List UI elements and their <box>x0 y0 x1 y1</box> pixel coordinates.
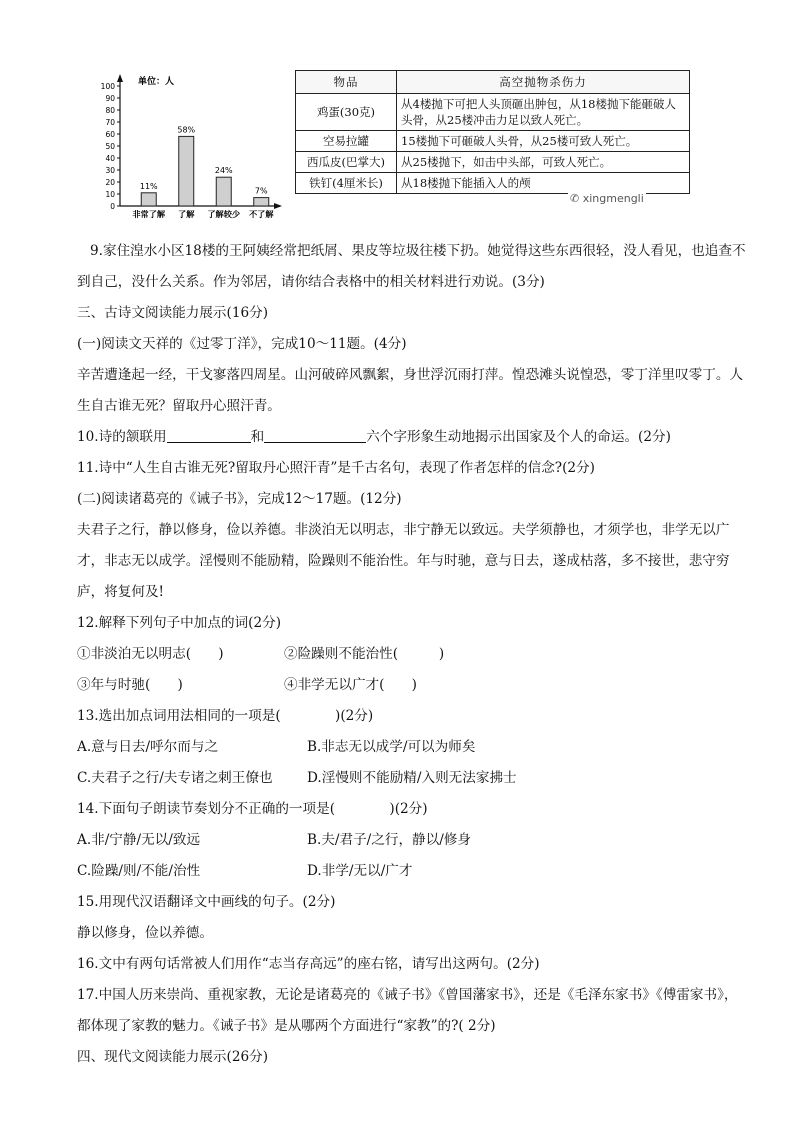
answer-blank[interactable] <box>167 428 251 443</box>
section-3-title: 三、古诗文阅读能力展示(16分) <box>77 305 269 321</box>
q12-item-2: ②险躁则不能治性( ) <box>284 646 445 662</box>
q14-option-d: D.非学/无以/广才 <box>307 863 413 879</box>
y-tick-label: 30 <box>105 166 115 175</box>
q10-part-a: 10.诗的颔联用 <box>77 429 167 445</box>
table-cell-desc: 从18楼抛下能插入人的颅 <box>397 173 690 194</box>
table-row <box>296 173 690 194</box>
y-axis-arrow-icon <box>117 74 123 82</box>
table-header-item: 物品 <box>296 71 397 94</box>
table-header-desc: 高空抛物杀伤力 <box>397 71 690 94</box>
q14-row-2 <box>77 856 749 887</box>
table-header-row <box>296 71 690 94</box>
bar <box>216 177 231 206</box>
y-tick-label: 0 <box>110 202 115 211</box>
q12-item-1: ①非淡泊无以明志( ) <box>77 646 224 662</box>
q13-option-a: A.意与日去/呼尔而与之 <box>77 739 219 755</box>
y-tick-label: 20 <box>105 178 115 187</box>
bar-value-label: 24% <box>214 166 233 176</box>
bar-value-label: 58% <box>177 125 196 135</box>
part-2-title: (二)阅读诸葛亮的《诫子书》，完成12～17题。(12分) <box>77 491 402 507</box>
bar <box>179 136 194 206</box>
table-cell-item: 铁钉(4厘米长) <box>296 173 397 194</box>
y-tick-label: 70 <box>105 118 115 127</box>
y-tick-label: 50 <box>105 142 115 151</box>
y-tick-label: 10 <box>105 190 115 199</box>
q12-item-3: ③年与时驰( ) <box>77 677 183 693</box>
q14-row-1 <box>77 825 749 856</box>
question-17: 17.中国人历来崇尚、重视家教，无论是诸葛亮的《诫子书》《曾国藩家书》，还是《毛泽东家书》《傅雷家书》，都体现了家教的魅力。《诫子书》是从哪两个方面进行“家教”的?( 2分) <box>77 987 738 1034</box>
question-16: 16.文中有两句话常被人们用作“志当存高远”的座右铭，请写出这两句。(2分) <box>77 956 540 972</box>
question-9: 9.家住湟水小区18楼的王阿姨经常把纸屑、果皮等垃圾往楼下扔。她觉得这些东西很轻，没人看见，也追查不到自己，没什么关系。作为邻居，请你结合表格中的相关材料进行劝说。(3分) <box>77 243 746 290</box>
bar-value-label: 7% <box>254 186 268 196</box>
question-11: 11.诗中“人生自古谁无死?留取丹心照汗青”是千古名句，表现了作者怎样的信念?(2分) <box>77 460 595 476</box>
table-cell-item: 西瓜皮(巴掌大) <box>296 152 397 173</box>
bar <box>141 193 156 206</box>
table-cell-desc: 从4楼抛下可把人头顶砸出肿包，从18楼抛下能砸破人头骨，从25楼冲击力足以致人死亡。 <box>397 94 690 131</box>
q14-option-b: B.夫/君子/之行，静以/修身 <box>307 832 471 848</box>
wechat-icon: ✆ <box>570 192 583 205</box>
prose-text: 夫君子之行，静以修身，俭以养德。非淡泊无以明志，非宁静无以致远。夫学须静也，才须学也，非学无以广才，非志无以成学。淫慢则不能励精，险躁则不能治性。年与时驰，意与日去，遂成枯落，多不接世，悲守穷庐，将复何及! <box>77 522 730 600</box>
question-13: 13.选出加点词用法相同的一项是( )(2分) <box>77 708 374 724</box>
table-row <box>296 131 690 152</box>
poem-text: 辛苦遭逢起一经，干戈寥落四周星。山河破碎风飘絮，身世浮沉雨打萍。惶恐滩头说惶恐，零丁洋里叹零丁。人生自古谁无死？留取丹心照汗青。 <box>77 367 744 414</box>
q13-row-1 <box>77 732 749 763</box>
part-1-title: (一)阅读文天祥的《过零丁洋》，完成10～11题。(4分) <box>77 336 407 352</box>
q13-row-2 <box>77 763 749 794</box>
q13-option-c: C.夫君子之行/夫专诸之刺王僚也 <box>77 770 273 786</box>
q13-option-d: D.淫慢则不能励精/入则无法家拂士 <box>307 770 517 786</box>
table-cell-item: 鸡蛋(30克) <box>296 94 397 131</box>
question-15: 15.用现代汉语翻译文中画线的句子。(2分) <box>77 894 336 910</box>
y-tick-label: 90 <box>105 94 115 103</box>
question-12: 12.解释下列句子中加点的词(2分) <box>77 615 281 631</box>
x-tick-label: 非常了解 <box>132 209 166 219</box>
bar <box>254 198 269 206</box>
answer-blank[interactable] <box>264 428 366 443</box>
section-4-title: 四、现代文阅读能力展示(26分) <box>77 1049 269 1065</box>
q15-sentence: 静以修身，俭以养德。 <box>77 925 213 941</box>
question-14: 14.下面句子朗读节奏划分不正确的一项是( )(2分) <box>77 801 428 817</box>
impact-table <box>295 70 690 194</box>
x-tick-label: 了解较少 <box>207 209 241 219</box>
table-cell-desc: 15楼抛下可砸破人头骨，从25楼可致人死亡。 <box>397 131 690 152</box>
table-cell-item: 空易拉罐 <box>296 131 397 152</box>
y-tick-label: 80 <box>105 106 115 115</box>
survey-bar-chart <box>90 70 285 220</box>
question-10 <box>77 422 749 453</box>
q10-part-c: 六个字形象生动地揭示出国家及个人的命运。(2分) <box>366 429 671 445</box>
unit-label: 单位：人 <box>138 77 175 87</box>
figure-area <box>90 70 690 220</box>
q12-item-4: ④非学无以广才( ) <box>284 677 417 693</box>
watermark <box>568 192 646 205</box>
y-tick-label: 40 <box>105 154 115 163</box>
x-tick-label: 了解 <box>178 209 195 219</box>
q14-option-a: A.非/宁静/无以/致远 <box>77 832 201 848</box>
y-tick-label: 100 <box>100 82 115 91</box>
q13-option-b: B.非志无以成学/可以为师矣 <box>307 739 476 755</box>
q14-option-c: C.险躁/则/不能/治性 <box>77 863 201 879</box>
table-cell-desc: 从25楼抛下，如击中头部，可致人死亡。 <box>397 152 690 173</box>
q12-row-1 <box>77 639 749 670</box>
q12-row-2 <box>77 670 749 701</box>
x-axis-arrow-icon <box>274 203 282 209</box>
watermark-text: xingmengli <box>582 192 644 205</box>
q10-part-b: 和 <box>250 429 265 445</box>
table-row <box>296 94 690 131</box>
bar-value-label: 11% <box>139 181 158 191</box>
x-tick-label: 不了解 <box>248 209 274 219</box>
y-tick-label: 60 <box>105 130 115 139</box>
question-content <box>77 236 749 1073</box>
table-row <box>296 152 690 173</box>
